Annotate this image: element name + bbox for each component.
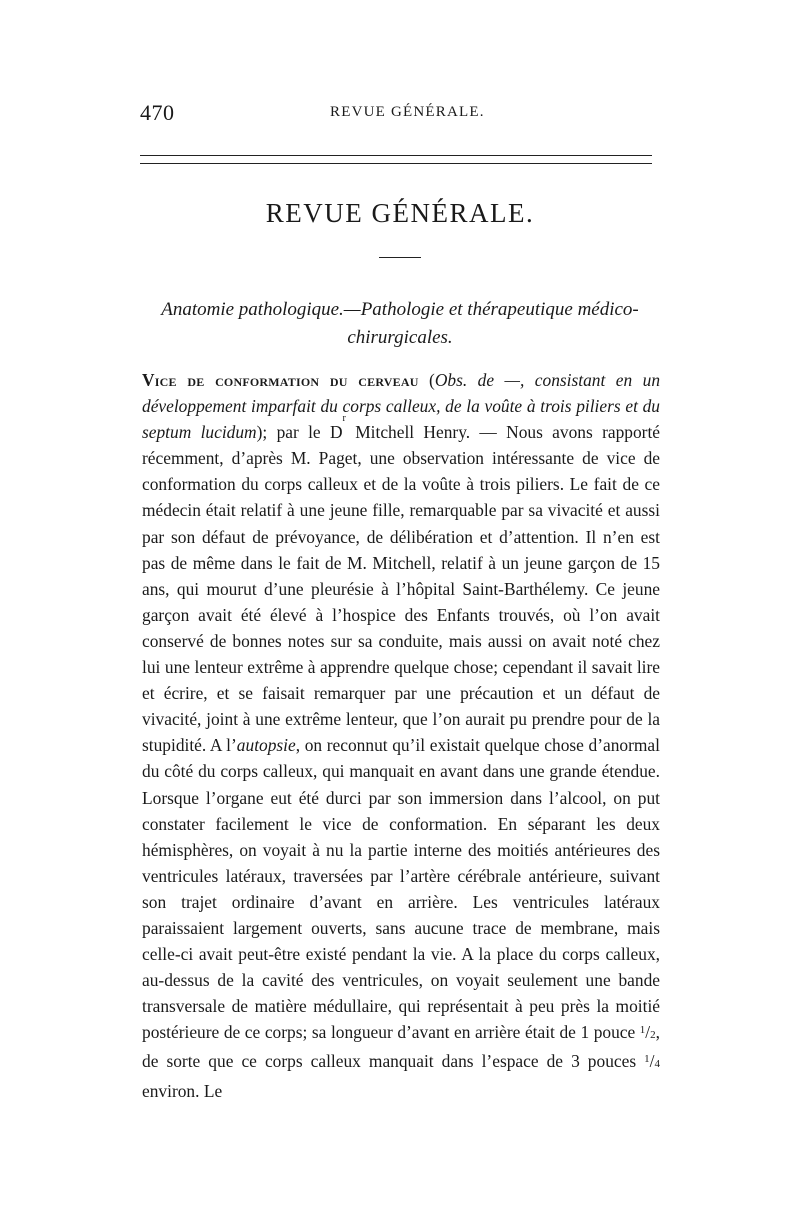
fraction-half-denominator: 2 <box>650 1029 656 1042</box>
fraction-quarter <box>644 1051 660 1071</box>
obs-open: ( <box>418 370 435 390</box>
fraction-quarter-numerator: 1 <box>644 1053 650 1066</box>
fraction-half <box>640 1022 656 1042</box>
fraction-quarter-denominator: 4 <box>654 1058 660 1071</box>
section-title: REVUE GÉNÉRALE. <box>265 198 535 228</box>
running-title: REVUE GÉNÉRALE. <box>330 104 485 120</box>
section-subtitle: Anatomie pathologique.—Pathologie et thérapeutique médico-chirurgicales. <box>161 299 639 348</box>
header-double-rule <box>140 155 652 164</box>
body-text-part-3: , de sorte que ce corps calleux manquait dans l’espace de 3 pouces <box>142 1022 660 1072</box>
autopsie-word: autopsie <box>236 735 296 756</box>
fraction-half-slash: / <box>645 1022 651 1043</box>
fraction-half-numerator: 1 <box>639 1024 646 1037</box>
obs-description: Obs. de —, consistant en un développement imparfait du corps calleux, de la voûte à trois piliers et du septum lucidum <box>142 370 661 443</box>
body-text-part-2: , on reconnut qu’il existait quelque chose d’anormal du côté du corps calleux, qui manquait en avant dans une grande étendue. Lorsque l’organe eut été durci par son immersion dans l’alcool, on put constater facilement le vice de conformation. En séparant les deux hémisphères, on voyait à nu la partie interne des moitiés antérieures des ventricules latéraux, traversées par l’artère cérébrale antérieure, suivant son trajet ordinaire d’avant en arrière. Les ventricules latéraux paraissaient largement ouverts, sans aucune trace de membrane, mais celle-ci avait peut-être existé pendant la vie. A la place du corps calleux, au-dessus de la cavité des ventricules, on voyait seulement une bande transversale de matière médullaire, qui représentait à peu près la moitié postérieure de ce corps; sa longueur d’avant en arrière était de 1 pouce <box>142 735 660 1043</box>
fraction-quarter-slash: / <box>649 1051 655 1072</box>
article-lead-heading: Vice de conformation du cerveau <box>142 370 419 390</box>
doctor-abbrev-sup: r <box>342 413 346 425</box>
page-number: 470 <box>140 100 175 125</box>
body-text-part-1: Mitchell Henry. — Nous avons rapporté récemment, d’après M. Paget, une observation intéressante de vice de conformation du corps calleux et de la voûte à trois piliers. Le fait de ce médecin était relatif à une jeune fille, remarquable par sa vivacité et aussi par son défaut de prévoyance, de délibération et d’attention. Il n’en est pas de même dans le fait de M. Mitchell, relatif à un jeune garçon de 15 ans, qui mourut d’une pleurésie à l’hôpital Saint-Barthélemy. Ce jeune garçon avait été élevé à l’hospice des Enfants trouvés, où l’on avait conservé de bonnes notes sur sa conduite, mais aussi on avait noté chez lui une lenteur extrême à apprendre quelque chose; cependant il savait lire et écrire, et se faisait remarquer par une précaution et un défaut de vivacité, joint à une extrême lenteur, que l’on aurait pu prendre pour de la stupidité. A l’ <box>142 422 661 756</box>
obs-close: ); par le D <box>256 422 343 443</box>
article-body <box>142 367 660 1104</box>
body-text-part-4: environ. Le <box>142 1080 223 1101</box>
title-divider <box>379 257 421 258</box>
running-head <box>140 100 660 130</box>
